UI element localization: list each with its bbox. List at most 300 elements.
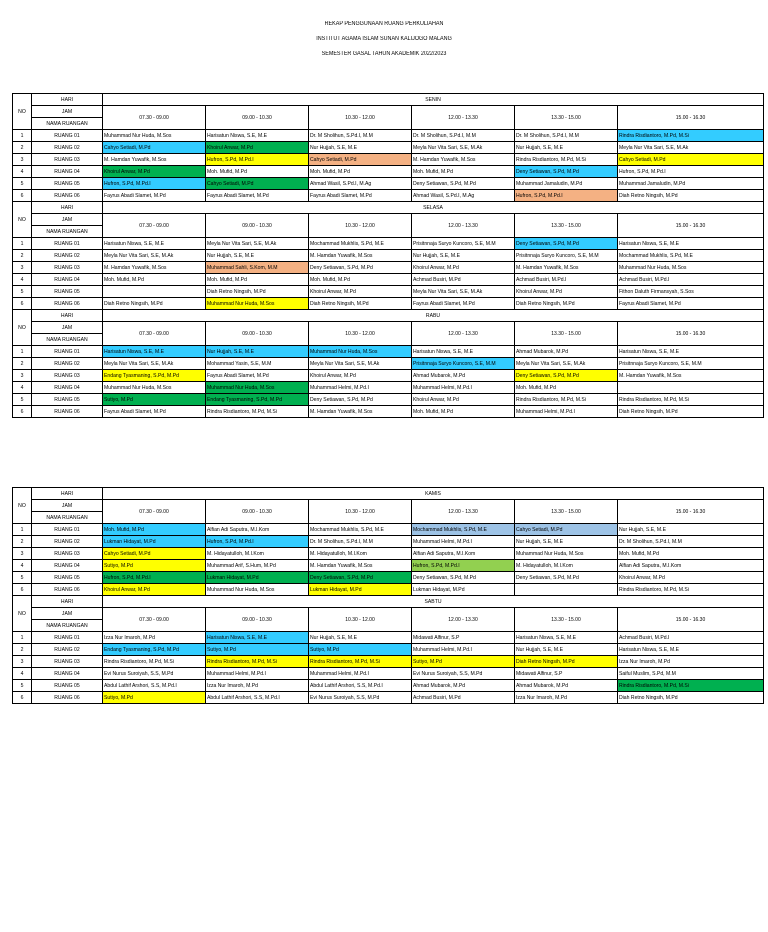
no-header: NO (13, 488, 32, 524)
lecturer-cell: Moh. Mufid, M.Pd (103, 274, 206, 286)
lecturer-cell: Muhammad Sahli, S.Kom, M.M (206, 262, 309, 274)
room-name: RUANG 04 (32, 668, 103, 680)
day-name: KAMIS (103, 488, 764, 500)
room-name: RUANG 03 (32, 370, 103, 382)
lecturer-cell: Prisitnnaja Suryo Kuncoro, S.E, M.M (618, 358, 764, 370)
time-slot-header: 07.30 - 09.00 (103, 608, 206, 632)
time-slot-header: 12.00 - 13.30 (412, 608, 515, 632)
lecturer-cell: Saiful Muslim, S.Pd, M.M (618, 668, 764, 680)
time-header-row (13, 608, 764, 620)
time-header-row (13, 500, 764, 512)
lecturer-cell: Rindra Risdiantoro, M.Pd, M.Si (515, 394, 618, 406)
room-name: RUANG 01 (32, 524, 103, 536)
room-row (13, 394, 764, 406)
lecturer-cell: Muhammad Helmi, M.Pd.I (412, 644, 515, 656)
time-slot-header: 15.00 - 16.30 (618, 608, 764, 632)
doc-title-line3: SEMESTER GASAL TAHUN AKADEMIK 2022/2023 (321, 51, 447, 57)
room-name: RUANG 04 (32, 274, 103, 286)
lecturer-cell: Ahmad Mubarok, M.Pd (515, 346, 618, 358)
lecturer-cell: Ahmad Mubarok, M.Pd (412, 370, 515, 382)
lecturer-cell: Nur Hujjah, S.E, M.E (206, 346, 309, 358)
lecturer-cell: Nur Hujjah, S.E, M.E (309, 632, 412, 644)
lecturer-cell: Rindra Risdiantoro, M.Pd, M.Si (618, 680, 764, 692)
lecturer-cell: Hufron, S.Pd, M.Pd.I (618, 166, 764, 178)
lecturer-cell: Meyla Nur Vita Sari, S.E, M.Ak (206, 238, 309, 250)
lecturer-cell: Prisitnnaja Suryo Kuncoro, S.E, M.M (412, 238, 515, 250)
doc-title-line2: INSTITUT AGAMA ISLAM SUNAN KALIJOGO MALANG (316, 36, 452, 42)
lecturer-cell: Achmad Busiri, M.Pd (412, 274, 515, 286)
jam-header: JAM (32, 608, 103, 620)
lecturer-cell: Evi Nurus Suroiyah, S.S, M.Pd (309, 692, 412, 704)
nama-ruangan-header: NAMA RUANGAN (32, 334, 103, 346)
row-number: 4 (13, 668, 32, 680)
lecturer-cell: Harisatun Niswa, S.E, M.E (103, 346, 206, 358)
lecturer-cell: Diah Retno Ningsih, M.Pd (618, 190, 764, 202)
lecturer-cell: Abdul Lathif Arshori, S.S, M.Pd.I (309, 680, 412, 692)
lecturer-cell: M. Hamdan Yuwafik, M.Sos (412, 154, 515, 166)
room-name: RUANG 05 (32, 178, 103, 190)
lecturer-cell: Izza Nur Imaroh, M.Pd (206, 680, 309, 692)
time-slot-header: 13.30 - 15.00 (515, 608, 618, 632)
day-name: SELASA (103, 202, 764, 214)
lecturer-cell: Hufron, S.Pd, M.Pd.I (412, 560, 515, 572)
lecturer-cell: Meyla Nur Vita Sari, S.E, M.Ak (309, 358, 412, 370)
day-name: SENIN (103, 94, 764, 106)
jam-header: JAM (32, 214, 103, 226)
day-header-row (13, 310, 764, 322)
no-header: NO (13, 94, 32, 130)
lecturer-cell: Diah Retno Ningsih, M.Pd (515, 656, 618, 668)
room-row (13, 154, 764, 166)
room-name: RUANG 05 (32, 394, 103, 406)
room-row (13, 190, 764, 202)
lecturer-cell: Harisatun Niswa, S.E, M.E (618, 346, 764, 358)
row-number: 6 (13, 298, 32, 310)
lecturer-cell: Moh. Mufid, M.Pd (206, 274, 309, 286)
lecturer-cell: Khoirul Anwar, M.Pd (309, 370, 412, 382)
time-slot-header: 12.00 - 13.30 (412, 322, 515, 346)
room-row (13, 142, 764, 154)
lecturer-cell: Harisatun Niswa, S.E, M.E (103, 238, 206, 250)
doc-title-line1: REKAP PENGGUNAAN RUANG PERKULIAHAN (324, 21, 444, 27)
lecturer-cell: Khoirul Anwar, M.Pd (515, 286, 618, 298)
room-row (13, 680, 764, 692)
lecturer-cell: Meyla Nur Vita Sari, S.E, M.Ak (618, 142, 764, 154)
lecturer-cell: Abdul Lathif Arshori, S.S, M.Pd.I (103, 680, 206, 692)
schedule-table-1 (12, 93, 764, 418)
room-row (13, 274, 764, 286)
lecturer-cell: Dr. M Sholihun, S.Pd.I, M.M (309, 536, 412, 548)
lecturer-cell: Muhammad Helmi, M.Pd.I (515, 406, 618, 418)
lecturer-cell: Abdul Lathif Arshori, S.S, M.Pd.I (206, 692, 309, 704)
lecturer-cell: Harisatun Niswa, S.E, M.E (412, 346, 515, 358)
row-number: 2 (13, 644, 32, 656)
lecturer-cell: Mochammad Mukhlis, S.Pd, M.E (412, 524, 515, 536)
row-number: 3 (13, 262, 32, 274)
lecturer-cell: Endang Tyasmaning, S.Pd, M.Pd (103, 644, 206, 656)
lecturer-cell: Fayrus Abadi Slamet, M.Pd (206, 370, 309, 382)
jam-header: JAM (32, 106, 103, 118)
row-number: 1 (13, 130, 32, 142)
lecturer-cell: Nur Hujjah, S.E, M.E (515, 644, 618, 656)
lecturer-cell: Alfian Adi Saputra, M.I.Kom (618, 560, 764, 572)
lecturer-cell: Muhammad Helmi, M.Pd.I (412, 536, 515, 548)
room-row (13, 382, 764, 394)
lecturer-cell: Muhammad Arif, S.Hum, M.Pd (206, 560, 309, 572)
lecturer-cell: Muhammad Nur Huda, M.Sos (515, 548, 618, 560)
time-slot-header: 13.30 - 15.00 (515, 214, 618, 238)
row-number: 6 (13, 406, 32, 418)
lecturer-cell: Muhammad Nur Huda, M.Sos (206, 584, 309, 596)
time-slot-header: 09.00 - 10.30 (206, 500, 309, 524)
room-name: RUANG 01 (32, 346, 103, 358)
lecturer-cell: Nur Hujjah, S.E, M.E (412, 250, 515, 262)
room-row (13, 166, 764, 178)
lecturer-cell: Muhammad Nur Huda, M.Sos (103, 382, 206, 394)
lecturer-cell: Nur Hujjah, S.E, M.E (206, 250, 309, 262)
room-row (13, 632, 764, 644)
row-number: 4 (13, 166, 32, 178)
row-number: 5 (13, 286, 32, 298)
row-number: 5 (13, 680, 32, 692)
lecturer-cell: Rindra Risdiantoro, M.Pd, M.Si (206, 406, 309, 418)
time-slot-header: 07.30 - 09.00 (103, 106, 206, 130)
time-slot-header: 07.30 - 09.00 (103, 214, 206, 238)
room-row (13, 644, 764, 656)
lecturer-cell: Achmad Busiri, M.Pd.I (618, 632, 764, 644)
lecturer-cell: Hufron, S.Pd, M.Pd.I (206, 154, 309, 166)
lecturer-cell: Diah Retno Ningsih, M.Pd (618, 692, 764, 704)
room-name: RUANG 03 (32, 656, 103, 668)
lecturer-cell: M. Hamdan Yuwafik, M.Sos (103, 262, 206, 274)
row-number: 2 (13, 250, 32, 262)
lecturer-cell: Deny Setiawan, S.Pd, M.Pd (309, 394, 412, 406)
time-slot-header: 09.00 - 10.30 (206, 214, 309, 238)
lecturer-cell: Dr. M Sholihun, S.Pd.I, M.M (309, 130, 412, 142)
row-number: 1 (13, 524, 32, 536)
row-number: 3 (13, 656, 32, 668)
no-header: NO (13, 310, 32, 346)
lecturer-cell: Achmad Busiri, M.Pd.I (515, 274, 618, 286)
lecturer-cell: Khoirul Anwar, M.Pd (412, 262, 515, 274)
lecturer-cell: Khoirul Anwar, M.Pd (309, 286, 412, 298)
lecturer-cell: Cahyo Setiadi, M.Pd (309, 154, 412, 166)
lecturer-cell (618, 382, 764, 394)
row-number: 6 (13, 584, 32, 596)
lecturer-cell: Deny Setiawan, S.Pd, M.Pd (515, 370, 618, 382)
lecturer-cell: Diah Retno Ningsih, M.Pd (206, 286, 309, 298)
lecturer-cell: Meyla Nur Vita Sari, S.E, M.Ak (103, 358, 206, 370)
nama-ruangan-header: NAMA RUANGAN (32, 620, 103, 632)
room-row (13, 560, 764, 572)
lecturer-cell: Deny Setiawan, S.Pd, M.Pd (309, 262, 412, 274)
lecturer-cell: M. Hidayatulloh, M.I.Kom (206, 548, 309, 560)
lecturer-cell: Rindra Risdiantoro, M.Pd, M.Si (515, 154, 618, 166)
room-row (13, 238, 764, 250)
lecturer-cell: M. Hamdan Yuwafik, M.Sos (515, 262, 618, 274)
lecturer-cell: Mochammad Mukhlis, S.Pd, M.E (309, 238, 412, 250)
day-header-row (13, 94, 764, 106)
room-name: RUANG 05 (32, 572, 103, 584)
lecturer-cell: Khoirul Anwar, M.Pd (412, 394, 515, 406)
time-slot-header: 12.00 - 13.30 (412, 106, 515, 130)
day-header-row (13, 488, 764, 500)
lecturer-cell: Harisatun Niswa, S.E, M.E (206, 632, 309, 644)
row-number: 5 (13, 394, 32, 406)
lecturer-cell: Fayrus Abadi Slamet, M.Pd (412, 298, 515, 310)
room-name: RUANG 06 (32, 190, 103, 202)
room-name: RUANG 02 (32, 142, 103, 154)
time-slot-header: 15.00 - 16.30 (618, 106, 764, 130)
lecturer-cell: Sutiyo, M.Pd (103, 560, 206, 572)
room-row (13, 262, 764, 274)
room-row (13, 572, 764, 584)
row-number: 1 (13, 346, 32, 358)
lecturer-cell: Achmad Busiri, M.Pd.I (618, 274, 764, 286)
time-slot-header: 15.00 - 16.30 (618, 500, 764, 524)
room-row (13, 406, 764, 418)
lecturer-cell: Midawati Alfinur, S.P (412, 632, 515, 644)
room-row (13, 584, 764, 596)
row-number: 6 (13, 190, 32, 202)
time-slot-header: 12.00 - 13.30 (412, 500, 515, 524)
time-slot-header: 10.30 - 12.00 (309, 608, 412, 632)
lecturer-cell: Mohammad Yasin, S.E, M.M (206, 358, 309, 370)
time-slot-header: 12.00 - 13.30 (412, 214, 515, 238)
row-number: 5 (13, 178, 32, 190)
lecturer-cell: Khoirul Anwar, M.Pd (618, 572, 764, 584)
row-number: 3 (13, 548, 32, 560)
lecturer-cell: Prisitnnaja Suryo Kuncoro, S.E, M.M (412, 358, 515, 370)
lecturer-cell: Rindra Risdiantoro, M.Pd, M.Si (618, 584, 764, 596)
room-row (13, 692, 764, 704)
lecturer-cell: Deny Setiawan, S.Pd, M.Pd (515, 572, 618, 584)
lecturer-cell: Khoirul Anwar, M.Pd (103, 166, 206, 178)
lecturer-cell: Meyla Nur Vita Sari, S.E, M.Ak (412, 142, 515, 154)
time-slot-header: 15.00 - 16.30 (618, 214, 764, 238)
lecturer-cell: Harisatun Niswa, S.E, M.E (618, 644, 764, 656)
lecturer-cell: Mochammad Mukhlis, S.Pd, M.E (618, 250, 764, 262)
room-row (13, 358, 764, 370)
row-number: 6 (13, 692, 32, 704)
lecturer-cell: Izza Nur Imaroh, M.Pd (618, 656, 764, 668)
lecturer-cell: M. Hamdan Yuwafik, M.Sos (309, 250, 412, 262)
time-header-row (13, 106, 764, 118)
lecturer-cell: Endang Tyasmaning, S.Pd, M.Pd (206, 394, 309, 406)
lecturer-cell: Cahyo Setiadi, M.Pd (206, 178, 309, 190)
day-header-row (13, 596, 764, 608)
room-row (13, 668, 764, 680)
lecturer-cell: Muhammad Nur Huda, M.Sos (206, 382, 309, 394)
nama-ruangan-header: NAMA RUANGAN (32, 512, 103, 524)
lecturer-cell: Diah Retno Ningsih, M.Pd (515, 298, 618, 310)
schedule-table-2 (12, 487, 764, 704)
room-row (13, 548, 764, 560)
lecturer-cell: M. Hamdan Yuwafik, M.Sos (618, 370, 764, 382)
lecturer-cell: Hufron, S.Pd, M.Pd.I (206, 536, 309, 548)
room-row (13, 298, 764, 310)
room-name: RUANG 06 (32, 298, 103, 310)
hari-header: HARI (32, 202, 103, 214)
lecturer-cell: Diah Retno Ningsih, M.Pd (103, 298, 206, 310)
lecturer-cell: Dr. M Sholihun, S.Pd.I, M.M (515, 130, 618, 142)
time-slot-header: 10.30 - 12.00 (309, 500, 412, 524)
lecturer-cell: Cahyo Setiadi, M.Pd (103, 142, 206, 154)
lecturer-cell: Muhammad Helmi, M.Pd.I (412, 382, 515, 394)
lecturer-cell: Khoirul Anwar, M.Pd (206, 142, 309, 154)
room-name: RUANG 02 (32, 536, 103, 548)
lecturer-cell: Fayrus Abadi Slamet, M.Pd (103, 406, 206, 418)
lecturer-cell: Moh. Mufid, M.Pd (206, 166, 309, 178)
lecturer-cell: Muhammad Nur Huda, M.Sos (103, 130, 206, 142)
lecturer-cell: Rindra Risdiantoro, M.Pd, M.Si (206, 656, 309, 668)
lecturer-cell: Meyla Nur Vita Sari, S.E, M.Ak (515, 358, 618, 370)
lecturer-cell: Nur Hujjah, S.E, M.E (309, 142, 412, 154)
lecturer-cell (515, 584, 618, 596)
room-name: RUANG 06 (32, 406, 103, 418)
nama-ruangan-header: NAMA RUANGAN (32, 226, 103, 238)
lecturer-cell: Evi Nurus Suroiyah, S.S, M.Pd (412, 668, 515, 680)
jam-header: JAM (32, 322, 103, 334)
lecturer-cell: Midawati Alfinur, S.P (515, 668, 618, 680)
lecturer-cell: Ahmad Mubarok, M.Pd (412, 680, 515, 692)
lecturer-cell: Rindra Risdiantoro, M.Pd, M.Si (618, 130, 764, 142)
room-name: RUANG 06 (32, 692, 103, 704)
time-slot-header: 10.30 - 12.00 (309, 214, 412, 238)
lecturer-cell: Evi Nurus Suroiyah, S.S, M.Pd (103, 668, 206, 680)
lecturer-cell: Cahyo Setiadi, M.Pd (618, 154, 764, 166)
room-row (13, 370, 764, 382)
lecturer-cell: Nur Hujjah, S.E, M.E (515, 536, 618, 548)
hari-header: HARI (32, 488, 103, 500)
lecturer-cell: Harisatun Niswa, S.E, M.E (206, 130, 309, 142)
time-slot-header: 07.30 - 09.00 (103, 322, 206, 346)
room-name: RUANG 04 (32, 560, 103, 572)
time-header-row (13, 322, 764, 334)
lecturer-cell: Sutiyo, M.Pd (412, 656, 515, 668)
day-name: RABU (103, 310, 764, 322)
lecturer-cell: Nur Hujjah, S.E, M.E (515, 142, 618, 154)
jam-header: JAM (32, 500, 103, 512)
nama-ruangan-header: NAMA RUANGAN (32, 118, 103, 130)
room-row (13, 656, 764, 668)
room-name: RUANG 01 (32, 130, 103, 142)
lecturer-cell: Muhammad Helmi, M.Pd.I (309, 668, 412, 680)
room-name: RUANG 05 (32, 680, 103, 692)
row-number: 1 (13, 238, 32, 250)
time-slot-header: 10.30 - 12.00 (309, 322, 412, 346)
lecturer-cell: Ahmad Wasil, S.Pd.I, M.Ag (309, 178, 412, 190)
row-number: 2 (13, 142, 32, 154)
lecturer-cell: Diah Retno Ningsih, M.Pd (618, 406, 764, 418)
lecturer-cell: Muhammad Nur Huda, M.Sos (618, 262, 764, 274)
row-number: 2 (13, 358, 32, 370)
row-number: 4 (13, 274, 32, 286)
lecturer-cell: Deny Setiawan, S.Pd, M.Pd (309, 572, 412, 584)
lecturer-cell: Fithon Daluth Firmansyah, S.Sos (618, 286, 764, 298)
time-slot-header: 13.30 - 15.00 (515, 322, 618, 346)
day-header-row (13, 202, 764, 214)
time-slot-header: 07.30 - 09.00 (103, 500, 206, 524)
lecturer-cell (103, 286, 206, 298)
room-row (13, 178, 764, 190)
lecturer-cell: Muhammad Helmi, M.Pd.I (309, 382, 412, 394)
row-number: 2 (13, 536, 32, 548)
lecturer-cell: Rindra Risdiantoro, M.Pd, M.Si (309, 656, 412, 668)
lecturer-cell: Muhammad Nur Huda, M.Sos (206, 298, 309, 310)
row-number: 5 (13, 572, 32, 584)
lecturer-cell: Cahyo Setiadi, M.Pd (515, 524, 618, 536)
time-slot-header: 09.00 - 10.30 (206, 106, 309, 130)
lecturer-cell: Hufron, S.Pd, M.Pd.I (103, 572, 206, 584)
row-number: 3 (13, 154, 32, 166)
lecturer-cell: Deny Setiawan, S.Pd, M.Pd (515, 238, 618, 250)
lecturer-cell: Rindra Risdiantoro, M.Pd, M.Si (618, 394, 764, 406)
room-name: RUANG 04 (32, 382, 103, 394)
time-slot-header: 13.30 - 15.00 (515, 106, 618, 130)
lecturer-cell: Moh. Mufid, M.Pd (412, 406, 515, 418)
lecturer-cell: Achmad Busiri, M.Pd (412, 692, 515, 704)
hari-header: HARI (32, 596, 103, 608)
lecturer-cell: Mochammad Mukhlis, S.Pd, M.E (309, 524, 412, 536)
lecturer-cell: M. Hidayatulloh, M.I.Kom (515, 560, 618, 572)
lecturer-cell: Diah Retno Ningsih, M.Pd (309, 298, 412, 310)
room-row (13, 250, 764, 262)
room-name: RUANG 01 (32, 632, 103, 644)
lecturer-cell: Lukman Hidayat, M.Pd (309, 584, 412, 596)
lecturer-cell: Lukman Hidayat, M.Pd (103, 536, 206, 548)
lecturer-cell: M. Hamdan Yuwafik, M.Sos (309, 560, 412, 572)
room-name: RUANG 03 (32, 548, 103, 560)
lecturer-cell: Dr. M Sholihun, S.Pd.I, M.M (618, 536, 764, 548)
lecturer-cell: Sutiyo, M.Pd (309, 644, 412, 656)
lecturer-cell: Moh. Mufid, M.Pd (103, 524, 206, 536)
lecturer-cell: Dr. M Sholihun, S.Pd.I, M.M (412, 130, 515, 142)
day-name: SABTU (103, 596, 764, 608)
time-header-row (13, 214, 764, 226)
lecturer-cell: Ahmad Wasil, S.Pd.I, M.Ag (412, 190, 515, 202)
time-slot-header: 13.30 - 15.00 (515, 500, 618, 524)
room-row (13, 536, 764, 548)
lecturer-cell: Sutiyo, M.Pd (103, 394, 206, 406)
lecturer-cell: Lukman Hidayat, M.Pd (412, 584, 515, 596)
time-slot-header: 15.00 - 16.30 (618, 322, 764, 346)
lecturer-cell: M. Hidayatulloh, M.I.Kom (309, 548, 412, 560)
hari-header: HARI (32, 94, 103, 106)
row-number: 4 (13, 382, 32, 394)
lecturer-cell: Fayrus Abadi Slamet, M.Pd (103, 190, 206, 202)
lecturer-cell: Rindra Risdiantoro, M.Pd, M.Si (103, 656, 206, 668)
lecturer-cell: Muhammad Jamaludin, M.Pd (515, 178, 618, 190)
time-slot-header: 10.30 - 12.00 (309, 106, 412, 130)
room-name: RUANG 02 (32, 250, 103, 262)
room-name: RUANG 05 (32, 286, 103, 298)
lecturer-cell: Harisatun Niswa, S.E, M.E (515, 632, 618, 644)
lecturer-cell: M. Hamdan Yuwafik, M.Sos (309, 406, 412, 418)
lecturer-cell: Fayrus Abadi Slamet, M.Pd (206, 190, 309, 202)
room-name: RUANG 03 (32, 154, 103, 166)
row-number: 3 (13, 370, 32, 382)
time-slot-header: 09.00 - 10.30 (206, 608, 309, 632)
lecturer-cell: Moh. Mufid, M.Pd (618, 548, 764, 560)
room-row (13, 286, 764, 298)
lecturer-cell: Moh. Mufid, M.Pd (412, 166, 515, 178)
lecturer-cell: Alfian Adi Saputra, M.I.Kom (412, 548, 515, 560)
lecturer-cell: Meyla Nur Vita Sari, S.E, M.Ak (103, 250, 206, 262)
room-name: RUANG 01 (32, 238, 103, 250)
no-header: NO (13, 202, 32, 238)
lecturer-cell: Khoirul Anwar, M.Pd (103, 584, 206, 596)
